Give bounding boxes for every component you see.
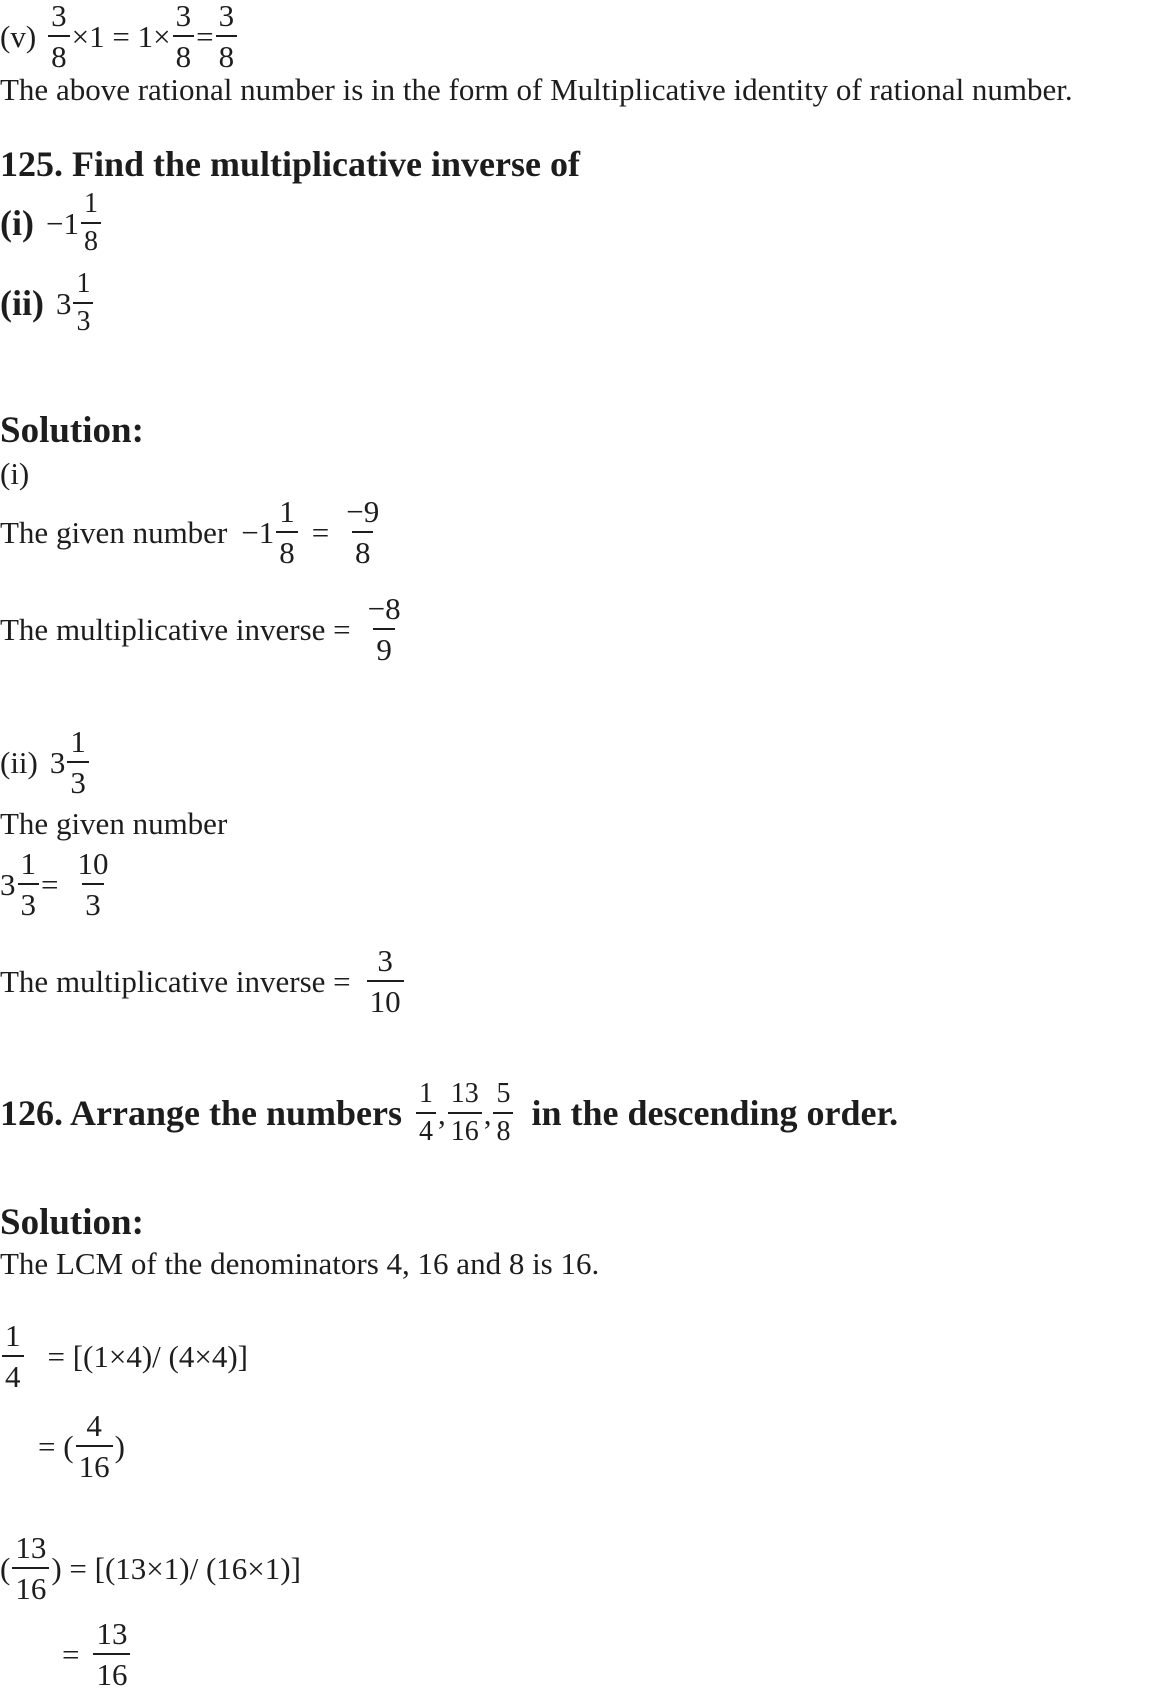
fraction: $\frac{13}{16}$	[12, 1532, 49, 1604]
fraction: $\frac{1}{4}$	[416, 1080, 436, 1146]
fraction: $\frac{1}{8}$	[276, 496, 298, 568]
fraction: $\frac{1}{4}$	[2, 1320, 24, 1392]
fraction: $\frac{1}{8}$	[81, 190, 101, 256]
question-125-title: 125. Find the multiplicative inverse of	[0, 144, 580, 184]
fraction: $\frac{13}{16}$	[93, 1618, 130, 1690]
fraction: $\frac{13}{16}$	[448, 1080, 482, 1146]
fraction: $\frac{1}{3}$	[67, 726, 89, 798]
fraction: $\frac{4}{16}$	[76, 1410, 113, 1482]
identity-note: The above rational number is in the form of Multiplicative identity of rational number.	[0, 72, 1073, 107]
solution-heading: Solution:	[0, 410, 144, 451]
fraction: $\frac{1}{3}$	[18, 848, 40, 920]
conversion-step-2: = ( $\frac{4}{16}$ )	[38, 1408, 125, 1484]
solution-heading: Solution:	[0, 1202, 144, 1243]
given-number-ii-equation: 3 $\frac{1}{3}$ = $\frac{10}{3}$	[0, 848, 113, 920]
fraction: $\frac{3}{10}$	[367, 945, 404, 1017]
identity-equation: (v) $\frac{3}{8}$ ×1 = 1× $\frac{3}{8}$ = $\frac{3}{8}$	[0, 0, 239, 72]
fraction: $\frac{5}{8}$	[493, 1080, 513, 1146]
question-125-part-ii: (ii) 3 $\frac{1}{3}$	[0, 270, 95, 336]
fraction: $\frac{3}{8}$	[216, 0, 238, 72]
conversion-step-4: = $\frac{13}{16}$	[62, 1618, 132, 1690]
fraction: $\frac{1}{3}$	[73, 270, 93, 336]
part-label: (v)	[0, 18, 37, 54]
question-125-part-i: (i) −1 $\frac{1}{8}$	[0, 190, 103, 256]
fraction: $\frac{10}{3}$	[77, 846, 109, 922]
part-label: (i)	[0, 456, 30, 491]
question-126-title: 126. Arrange the numbers $\frac{1}{4}$ , $\frac{13}{16}$ , $\frac{5}{8}$ in the descending order.	[0, 1078, 899, 1147]
fraction: $\frac{3}{8}$	[173, 0, 195, 72]
fraction: $\frac{-8}{9}$	[367, 591, 401, 667]
part-ii-mixed-number: (ii) 3 $\frac{1}{3}$	[0, 726, 91, 798]
given-number-ii: The given number	[0, 806, 228, 841]
lcm-statement: The LCM of the denominators 4, 16 and 8 is 16.	[0, 1246, 600, 1281]
inverse-ii: The multiplicative inverse = $\frac{3}{10}$	[0, 945, 406, 1017]
conversion-step-1: $\frac{1}{4}$ = [(1×4)/ (4×4)]	[0, 1320, 248, 1392]
given-number-i: The given number −1 $\frac{1}{8}$ = $\frac{-9}{8}$	[0, 496, 384, 568]
inverse-i: The multiplicative inverse = $\frac{-8}{9}$	[0, 593, 406, 665]
fraction: $\frac{-9}{8}$	[346, 494, 380, 570]
conversion-step-3: ( $\frac{13}{16}$ ) = [(13×1)/ (16×1)]	[0, 1530, 301, 1606]
fraction: $\frac{3}{8}$	[48, 0, 70, 72]
